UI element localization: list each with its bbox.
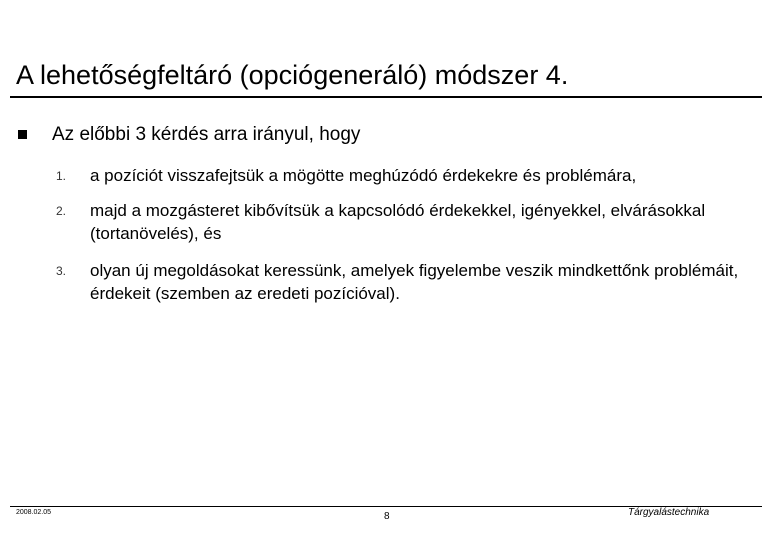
- lead-text: Az előbbi 3 kérdés arra irányul, hogy: [52, 124, 361, 145]
- list-item-number-1: 1.: [56, 169, 67, 183]
- list-item-text-1: a pozíciót visszafejtsük a mögötte meghúzódó érdekekre és problémára,: [90, 166, 637, 185]
- page-number: 8: [384, 511, 390, 522]
- list-item-number-3: 3.: [56, 264, 67, 278]
- list-item-text-3: olyan új megoldásokat keressünk, amelyek figyelembe veszik mindkettőnk problémáit, érdekeit (szemben az eredeti pozícióval).: [90, 261, 739, 303]
- title-divider: [10, 96, 762, 98]
- list-item-number-2: 2.: [56, 204, 67, 218]
- slide-title: A lehetőségfeltáró (opciógeneráló) módszer 4.: [16, 60, 569, 90]
- list-item-text-2: majd a mozgásteret kibővítsük a kapcsolódó érdekekkel, igényekkel, elvárásokkal (tortanövelés), és: [90, 201, 706, 243]
- footer-date: 2008.02.05: [16, 509, 52, 516]
- square-bullet-icon: [18, 130, 27, 139]
- footer-course-name: Tárgyalástechnika: [628, 507, 710, 518]
